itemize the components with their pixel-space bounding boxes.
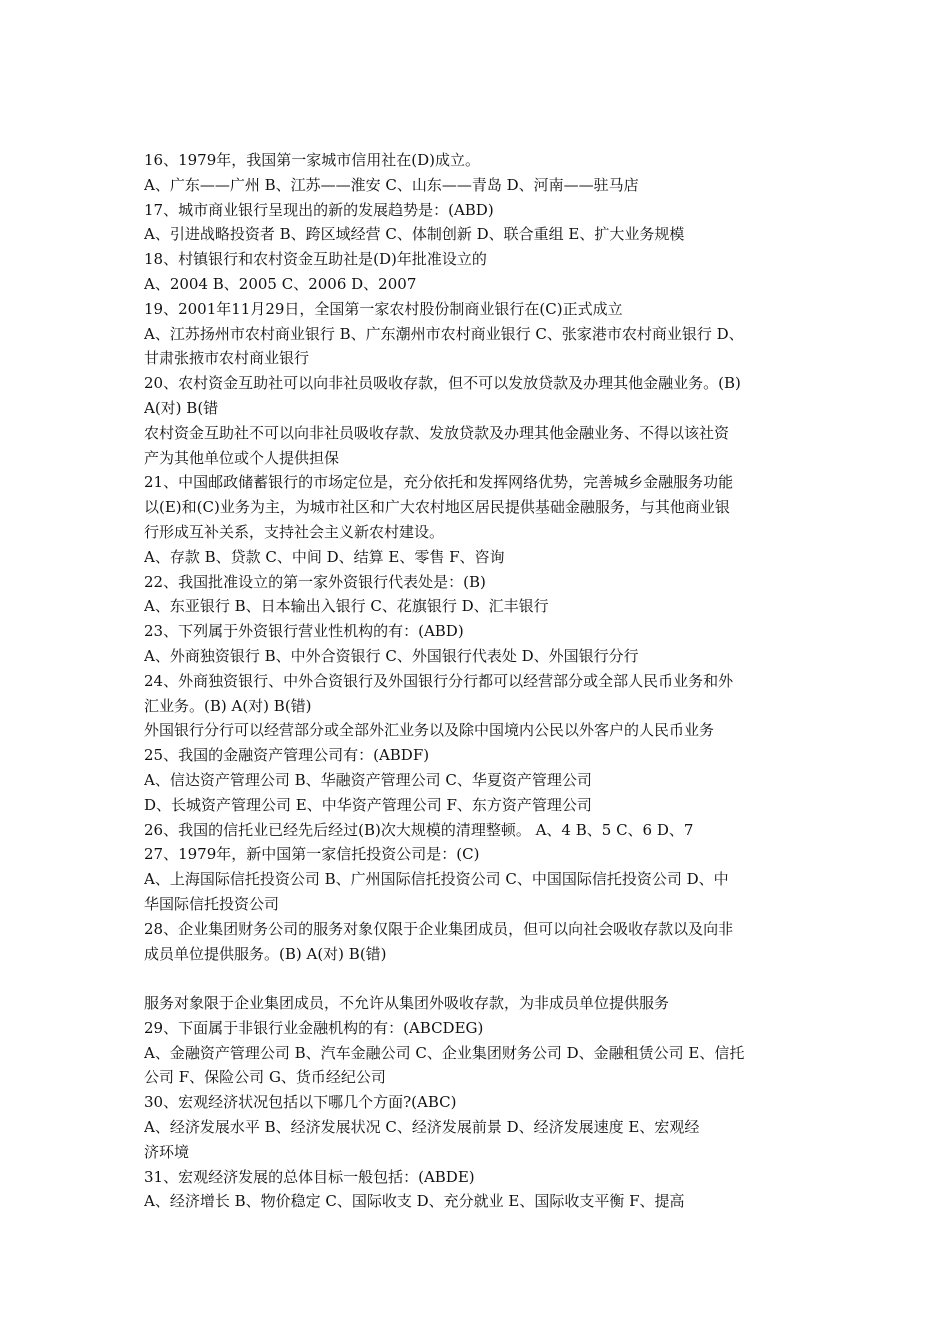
text-line: A、金融资产管理公司 B、汽车金融公司 C、企业集团财务公司 D、金融租赁公司 E、信托 <box>144 1043 745 1062</box>
text-line: 25、我国的金融资产管理公司有：(ABDF) <box>144 746 430 765</box>
text-line: D、长城资产管理公司 E、中华资产管理公司 F、东方资产管理公司 <box>144 795 592 814</box>
text-line: 行形成互补关系，支持社会主义新农村建设。 <box>144 522 445 541</box>
text-line: 21、中国邮政储蓄银行的市场定位是，充分依托和发挥网络优势，完善城乡金融服务功能 <box>144 473 734 492</box>
text-line: 26、我国的信托业已经先后经过(B)次大规模的清理整顿。 A、4 B、5 C、6 D、7 <box>144 820 694 839</box>
text-line: 27、1979年，新中国第一家信托投资公司是：(C) <box>144 845 480 864</box>
document-body <box>144 148 808 1214</box>
text-line: 以(E)和(C)业务为主，为城市社区和广大农村地区居民提供基础金融服务，与其他商业银 <box>144 498 730 517</box>
text-line: A、江苏扬州市农村商业银行 B、广东潮州市农村商业银行 C、张家港市农村商业银行 D、 <box>144 324 744 343</box>
text-line: A、2004 B、2005 C、2006 D、2007 <box>144 274 417 293</box>
text-line: A、信达资产管理公司 B、华融资产管理公司 C、华夏资产管理公司 <box>144 770 592 789</box>
text-line: 24、外商独资银行、中外合资银行及外国银行分行都可以经营部分或全部人民币业务和外 <box>144 671 734 690</box>
text-line: A、广东——广州 B、江苏——淮安 C、山东——青岛 D、河南——驻马店 <box>144 175 639 194</box>
text-line: A、经济增长 B、物价稳定 C、国际收支 D、充分就业 E、国际收支平衡 F、提高 <box>144 1192 685 1211</box>
text-line: A、东亚银行 B、日本输出入银行 C、花旗银行 D、汇丰银行 <box>144 597 549 616</box>
text-line: 31、宏观经济发展的总体目标一般包括：(ABDE) <box>144 1167 475 1186</box>
text-line: A(对) B(错 <box>144 398 219 417</box>
text-line: 济环境 <box>144 1142 190 1161</box>
text-line: 成员单位提供服务。(B) A(对) B(错) <box>144 944 387 963</box>
text-line: 汇业务。(B) A(对) B(错) <box>144 696 312 715</box>
text-line: 18、村镇银行和农村资金互助社是(D)年批准设立的 <box>144 250 487 269</box>
text-line: 30、宏观经济状况包括以下哪几个方面?(ABC) <box>144 1093 457 1112</box>
text-line: 甘肃张掖市农村商业银行 <box>144 349 310 368</box>
text-line: A、上海国际信托投资公司 B、广州国际信托投资公司 C、中国国际信托投资公司 D、中 <box>144 870 729 889</box>
blank-line <box>144 966 808 991</box>
text-line: 外国银行分行可以经营部分或全部外汇业务以及除中国境内公民以外客户的人民币业务 <box>144 721 715 740</box>
text-line: 公司 F、保险公司 G、货币经纪公司 <box>144 1068 386 1087</box>
text-line: 20、农村资金互助社可以向非社员吸收存款，但不可以发放贷款及办理其他金融业务。(B) <box>144 374 741 393</box>
text-line: 22、我国批准设立的第一家外资银行代表处是：(B) <box>144 572 486 591</box>
text-line: A、经济发展水平 B、经济发展状况 C、经济发展前景 D、经济发展速度 E、宏观经 <box>144 1118 700 1137</box>
text-line: 农村资金互助社不可以向非社员吸收存款、发放贷款及办理其他金融业务、不得以该社资 <box>144 423 730 442</box>
text-line: 17、城市商业银行呈现出的新的发展趋势是：(ABD) <box>144 200 494 219</box>
text-line: A、引进战略投资者 B、跨区域经营 C、体制创新 D、联合重组 E、扩大业务规模 <box>144 225 685 244</box>
text-line: 23、下列属于外资银行营业性机构的有：(ABD) <box>144 622 464 641</box>
text-line: A、外商独资银行 B、中外合资银行 C、外国银行代表处 D、外国银行分行 <box>144 646 639 665</box>
text-line: 29、下面属于非银行业金融机构的有：(ABCDEG) <box>144 1018 484 1037</box>
text-line: 服务对象限于企业集团成员，不允许从集团外吸收存款，为非成员单位提供服务 <box>144 994 670 1013</box>
text-line: 16、1979年，我国第一家城市信用社在(D)成立。 <box>144 151 480 169</box>
text-line: 19、2001年11月29日，全国第一家农村股份制商业银行在(C)正式成立 <box>144 299 623 318</box>
text-line: 华国际信托投资公司 <box>144 894 280 913</box>
text-line: 产为其他单位或个人提供担保 <box>144 448 340 467</box>
text-line: A、存款 B、贷款 C、中间 D、结算 E、零售 F、咨询 <box>144 547 505 566</box>
text-line: 28、企业集团财务公司的服务对象仅限于企业集团成员，但可以向社会吸收存款以及向非 <box>144 919 734 938</box>
